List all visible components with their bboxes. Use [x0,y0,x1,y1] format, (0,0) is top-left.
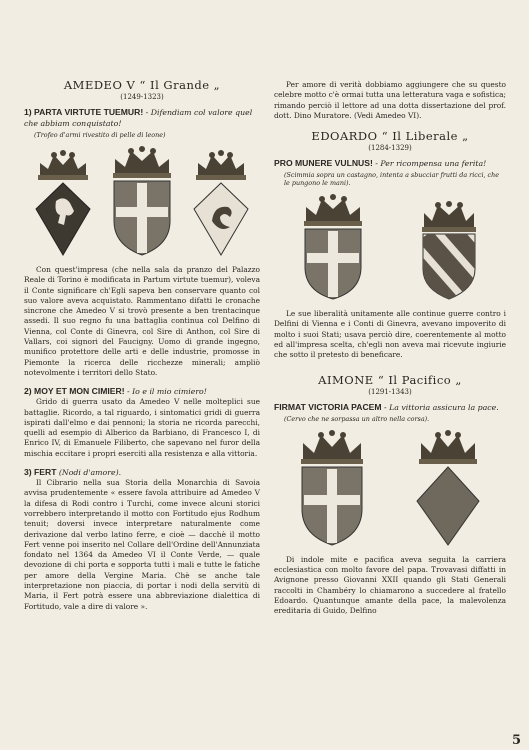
amedeo-paragraph-3: Il Cibrario nella sua Storia della Monarchia di Savoia avvisa prudentemente « essere favola attribuire ad Amedeo V la difesa di Rodi contro i Turchi, come invece alcuni storici vorrebbero interpretando il motto con Fortitudo ejus Rodhum tenuit; doversi invece interpretare naturalmente come derivazione dal verbo latino ferre, e cioè — dacchè il motto Fert venne poi inserito nel Collare dell'Ordine dell'Annunziata fondato nel 1364 da Amedeo VI il Conte Verde, — quale devozione di chi porta e sopporta tutti i mali e tutte le fatiche per amore della Vergine Maria. Chè se anche tale interpretazione non piaccia, di portar i nodi della servitù di Maria, il Fert potrà essere una abbreviazione dialettica di Fortitudo, vale a dire di valore ». [24,478,260,611]
cross-shield-icon [300,193,366,301]
motto-2-text: 2) MOY ET MON CIMIER! [24,386,125,397]
edoardo-paragraph: Le sue liberalità unitamente alle continue guerre contro i Delfini di Vienna e i Conti di Ginevra, avevano impoverito di molto i suoi Stati; usava perciò dire, coerentemente al motto ed all'impresa scelta, ch'egli non aveva mai ricevute ingiurie che sotto il pretesto di beneficare. [274,309,506,360]
amedeo-dates: (1249-1323) [120,93,164,101]
aimone-title: AIMONE “ Il Pacifico „ [318,372,462,387]
motto-2-translation: - Io e il mio cimiero! [126,387,207,397]
right-column [274,70,506,616]
amedeo-shields [24,145,260,257]
amedeo-title: AMEDEO V “ Il Grande „ [63,78,221,92]
aimone-shields [274,429,506,547]
amedeo-paragraph-1: Con quest'impresa (che nella sala da pranzo del Palazzo Reale di Torino è modificata in Partum virtute tuemur), voleva il Conte significare ch'Egli sapeva ben conservare quanto col suo valore aveva acquistato. Rammentano difatti le cronache sincrone che Amedeo V si trovò presente a ben trentacinque assedi. Il suo regno fu una battaglia continua col Delfino di Vienna, col Conte di Ginevra, col Sire di Anthon, col Sire di Vallars, coi signori del Faucigny. Uomo di grande ingegno, munifico protettore delle arti e delle industrie, promosse in Piemonte la ricerca delle ricchezze minerali; ampliò notevolmente i territori dello Stato. [24,265,260,377]
aimone-paragraph: Di indole mite e pacifica aveva seguita la carriera ecclesiastica con molto favore del papa. Trovavasi diffatti in Avignone presso Giovanni XXII quando gli Stati Generali raccolti in Chambéry lo chiamarono a succedere al fratello Edoardo. Quantunque amante della pace, la malevolenza ereditaria di Guido, Delfino [274,554,506,616]
left-column [24,70,260,612]
aimone-dates: (1291-1343) [368,387,412,396]
edoardo-note: (Scimmia sopra un castagno, intenta a sbucciar frutti da ricci, che le pungono le mani). [284,171,500,188]
aimone-motto-text: FIRMAT VICTORIA PACEM [274,401,382,412]
amedeo-motto-2 [24,386,260,397]
fert-intro-paragraph: Per amore di verità dobbiamo aggiungere che su questo celebre motto c'è ormai tutta una letteratura vaga e sofistica; rimando perciò il lettore ad una dotta dissertazione del prof. dott. Dino Muratore. (Vedi Amedeo VI). [274,80,506,120]
striped-shield-icon [418,201,480,301]
edoardo-shields [274,193,506,301]
motto-1-note: (Trofeo d'armi rivestito di pelle di leone) [34,131,166,139]
lion-shield-icon [32,149,94,257]
cross-shield-icon [297,429,367,547]
motto-1-text: PARTA VIRTUTE TUEMUR! [34,107,144,117]
motto-1-translation: - Difendiam col valore quel che abbiam conquistato! [24,108,253,128]
motto-3-translation: (Nodi d'amore). [58,468,122,478]
plain-diamond-shield-icon [413,429,483,547]
page-number: 5 [511,733,521,748]
aimone-note: (Cervo che ne sorpassa un altro nella corsa). [284,414,430,423]
cross-shield-icon [109,145,175,257]
amedeo-motto-3 [24,467,260,478]
edoardo-motto-text: PRO MUNERE VULNUS! [274,158,373,169]
edoardo-motto-translation: - Per ricompensa una ferita! [375,159,487,169]
motto-1-number: 1) [24,107,32,117]
motto-3-text: 3) FERT [24,467,57,478]
edoardo-dates: (1284-1329) [368,144,412,153]
amedeo-paragraph-2: Grido di guerra usato da Amedeo V nelle molteplici sue battaglie. Ricordo, a tal riguardo, i sintomatici gridi di guerra ispirati dall'elmo e dai pennoni; la storia ne ricorda parecchi, quelli ad esempio di Alberico da Barbiano, di Francesco I, di Enrico IV, di Emanuele Filiberto, che sapevano nel furor della mischia eccitare i propri eserciti alla resistenza e alla vittoria. [24,397,260,458]
aimone-motto [274,402,506,413]
edoardo-title: EDOARDO “ Il Liberale „ [311,129,469,144]
amedeo-motto-1 [24,107,260,129]
edoardo-motto [274,158,506,169]
fish-shield-icon [190,149,252,257]
aimone-motto-translation: - La vittoria assicura la pace. [383,402,499,412]
